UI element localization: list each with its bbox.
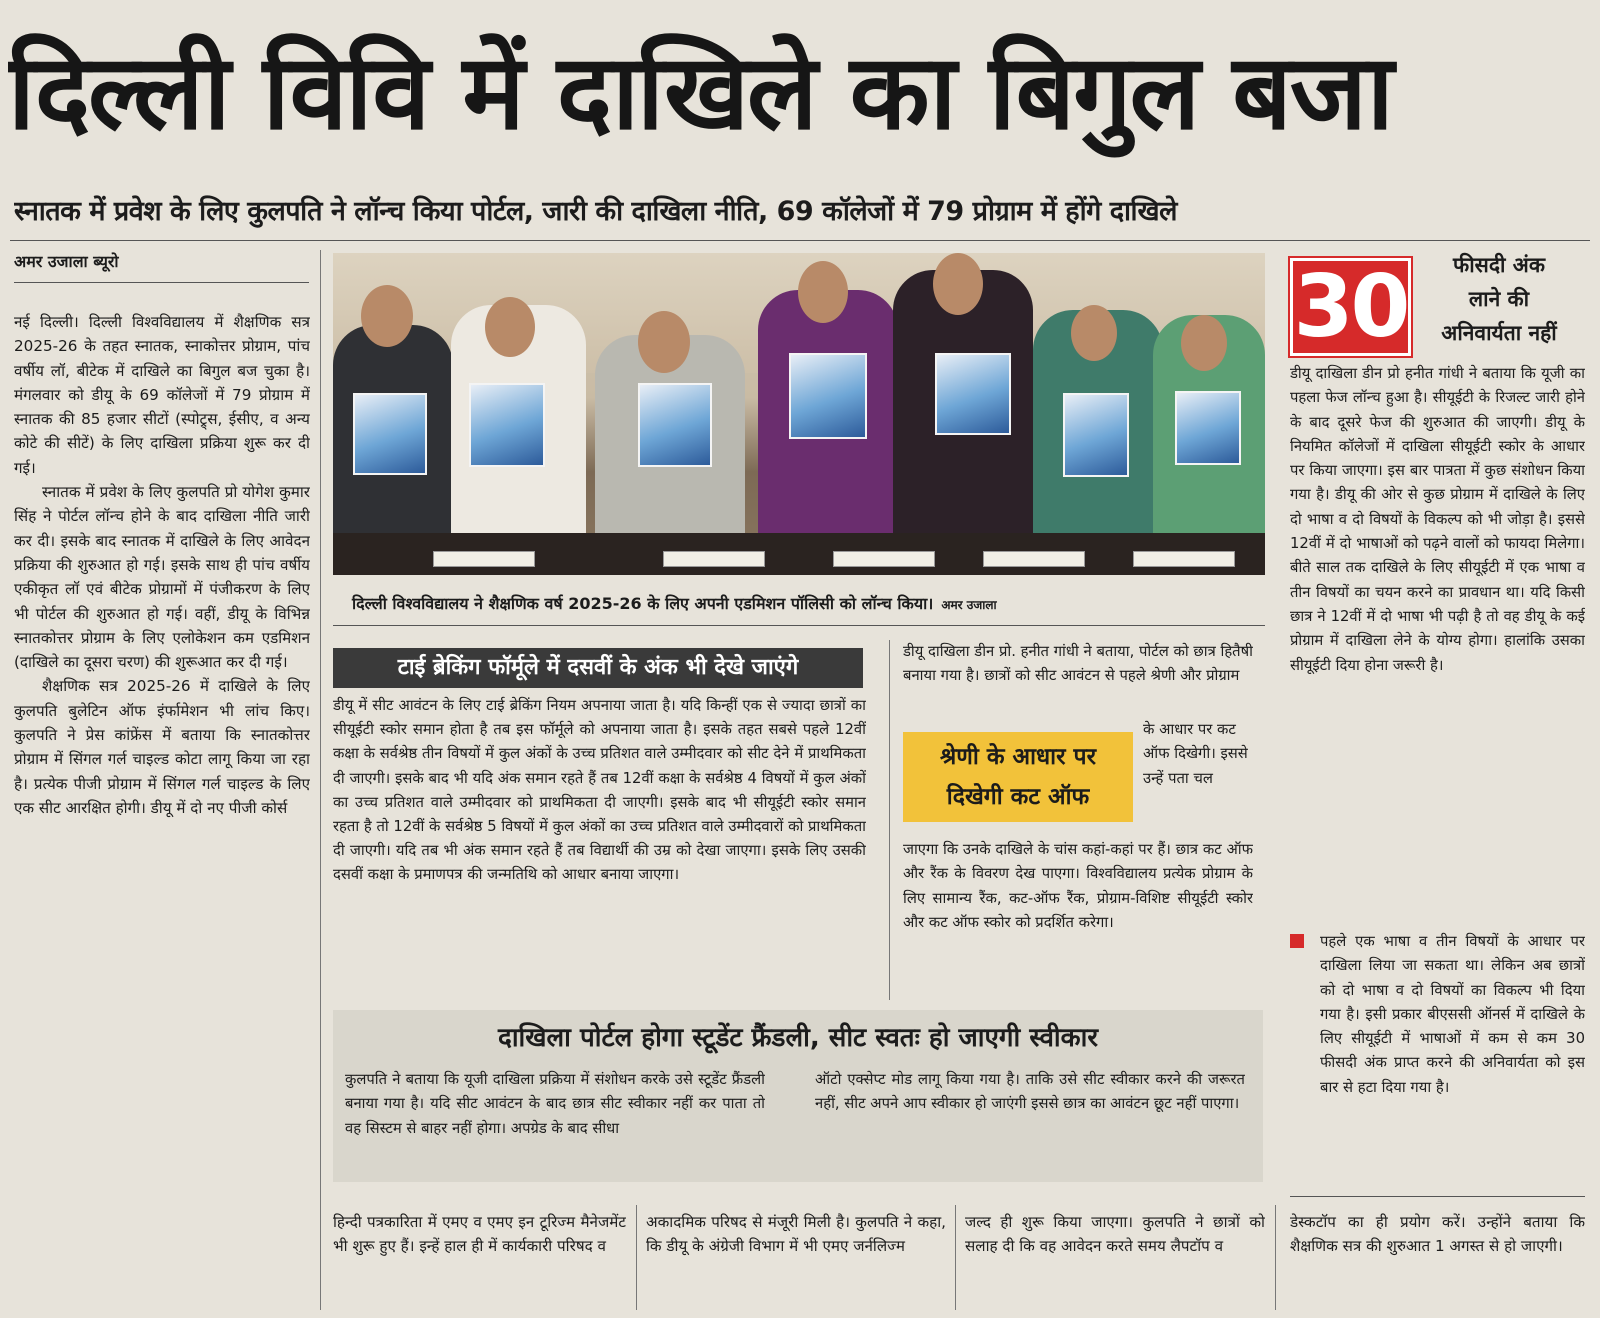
person-head <box>933 253 983 315</box>
cutoff-highlight-box <box>903 732 1133 822</box>
policy-booklet <box>353 393 427 475</box>
divider <box>14 282 309 283</box>
nameplate <box>983 551 1085 567</box>
person-head <box>1181 315 1227 371</box>
tie-break-title: टाई ब्रेकिंग फॉर्मूले में दसवीं के अंक भी देखे जाएंगे <box>333 648 863 688</box>
bullet-square-icon <box>1290 934 1304 948</box>
policy-booklet <box>1063 393 1129 477</box>
divider <box>10 240 1590 241</box>
stat-label <box>1410 248 1588 350</box>
portal-title: दाखिला पोर्टल होगा स्टूडेंट फ्रैंडली, सीट स्वतः हो जाएगी स्वीकार <box>498 1023 1098 1053</box>
bottom-col-1: हिन्दी पत्रकारिता में एमए व एमए इन टूरिज्म मैनेजमेंट भी शुरू हुए हैं। इन्हें हाल ही में कार्यकारी परिषद व <box>333 1213 626 1256</box>
caption-text: दिल्ली विश्वविद्यालय ने शैक्षणिक वर्ष 2025-26 के लिए अपनी एडमिशन पॉलिसी को लॉन्च किया। <box>352 594 934 613</box>
person-head <box>638 311 690 373</box>
divider <box>636 1205 637 1310</box>
divider <box>1275 1205 1276 1310</box>
left-column <box>14 310 310 1310</box>
stat-label-line-3: अनिवार्यता नहीं <box>1441 321 1557 345</box>
stat-label-line-2: लाने की <box>1468 287 1530 311</box>
tie-break-body: डीयू में सीट आवंटन के लिए टाई ब्रेकिंग नियम अपनाया जाता है। यदि किन्हीं एक से ज्यादा छात्रों का सीयूईटी स्कोर समान होता है तब इस फॉर्मूले को अपनाया जाता है। इसके तहत सबसे पहले 12वीं कक्षा के सर्वश्रेष्ठ तीन विषयों में कुल अंकों के उच्च प्रतिशत वाले उम्मीदवार को सीट देने में प्राथमिकता दी जाएगी। इसके बाद भी यदि अंक समान रहते हैं तब 12वीं कक्षा के सर्वश्रेष्ठ 4 विषयों में कुल अंकों का उच्च प्रतिशत वाले उम्मीदवार को प्राथमिकता दी जाएगी। इसके बाद भी सीयूईटी स्कोर समान रहता है तो 12वीं के सर्वश्रेष्ठ 5 विषयों में कुल अंकों का उच्च प्रतिशत वाले उम्मीदवारों को प्राथमिकता दी जाएगी। यदि तब भी अंक समान रहते हैं तब विद्यार्थी की उम्र को देखा जाएगा। इसके लिए उसकी दसवीं कक्षा के प्रमाणपत्र की जन्मतिथि को आधार बनाया जाएगा। <box>333 697 866 884</box>
policy-booklet <box>935 353 1011 435</box>
divider <box>1290 1196 1585 1197</box>
subheadline: स्नातक में प्रवेश के लिए कुलपति ने लॉन्च किया पोर्टल, जारी की दाखिला नीति, 69 कॉलेजों में 79 प्रोग्राम में होंगे दाखिले <box>14 196 1177 227</box>
bottom-col-3: जल्द ही शुरू किया जाएगा। कुलपति ने छात्रों को सलाह दी कि वह आवेदन करते समय लैपटॉप व <box>965 1213 1265 1256</box>
person-head <box>1071 305 1117 361</box>
bottom-col-2: अकादमिक परिषद से मंजूरी मिली है। कुलपति ने कहा, कि डीयू के अंग्रेजी विभाग में भी एमए जर्नलिज्म <box>646 1213 946 1256</box>
headline: दिल्ली विवि में दाखिले का बिगुल बजा <box>8 31 1392 153</box>
divider <box>889 640 890 1000</box>
policy-booklet <box>638 383 712 467</box>
nameplate <box>1133 551 1235 567</box>
paragraph: नई दिल्ली। दिल्ली विश्वविद्यालय में शैक्षणिक सत्र 2025-26 के तहत स्नातक, स्नाकोत्तर प्रोग्राम, पांच वर्षीय लॉ, बीटेक में दाखिले का बिगुल बज चुका है। मंगलवार को डीयू के 69 कॉलेजों में 79 प्रोग्राम में स्नातक की 85 हजार सीटों (स्पोट्र्स, ईसीए, व अन्य कोटे की सीटें) के लिए दाखिला प्रक्रिया शुरू कर दी गई। <box>14 313 310 477</box>
byline: अमर उजाला ब्यूरो <box>14 252 119 271</box>
sidebar-bullet: पहले एक भाषा व तीन विषयों के आधार पर दाखिला लिया जा सकता था। लेकिन अब छात्रों को दो भाषा व दो विषयों का विकल्प भी दिया गया है। इसी प्रकार बीएससी ऑनर्स में दाखिले के लिए सीयूईटी में भाषाओं में कम से कम 30 फीसदी अंक प्राप्त करने की अनिवार्यता को इस बार से हटा दिया गया है। <box>1320 933 1585 1096</box>
cutoff-bottom: जाएगा कि उनके दाखिले के चांस कहां-कहां पर हैं। छात्र कट ऑफ और रैंक के विवरण देख पाएगा। विश्वविद्यालय प्रत्येक प्रोग्राम के लिए सामान्य रैंक, कट-ऑफ रैंक, प्रोग्राम-विशिष्ट सीयूईटी स्कोर और कट ऑफ स्कोर को प्रदर्शित करेगा। <box>903 841 1253 931</box>
person-head <box>485 297 535 357</box>
person-head <box>361 285 413 347</box>
photo-credit: अमर उजाला <box>941 598 997 612</box>
table <box>333 533 1265 575</box>
divider <box>955 1205 956 1310</box>
divider <box>333 625 1265 626</box>
cutoff-top: डीयू दाखिला डीन प्रो. हनीत गांधी ने बताया, पोर्टल को छात्र हितैषी बनाया गया है। छात्रों को सीट आवंटन से पहले श्रेणी और प्रोग्राम <box>903 643 1253 685</box>
policy-booklet <box>469 383 545 467</box>
policy-booklet <box>789 353 867 439</box>
divider <box>320 250 321 1310</box>
news-photo <box>333 253 1265 575</box>
cutoff-side: के आधार पर कट ऑफ दिखेगी। इससे उन्हें पता चल <box>1143 721 1248 787</box>
stat-label-line-1: फीसदी अंक <box>1453 253 1545 277</box>
cutoff-box-line-1: श्रेणी के आधार पर <box>939 744 1097 770</box>
portal-col-2: ऑटो एक्सेप्ट मोड लागू किया गया है। ताकि उसे सीट स्वीकार करने की जरूरत नहीं, सीट अपने आप स्वीकार हो जाएंगी इससे छात्र का आवंटन छूट नहीं पाएगा। <box>815 1071 1245 1113</box>
paragraph: शैक्षणिक सत्र 2025-26 में दाखिले के लिए कुलपति बुलेटिन ऑफ इंर्फामेशन भी लांच किए। कुलपति ने प्रेस कांफ्रेंस में बताया कि स्नातकोत्तर प्रोग्राम में सिंगल गर्ल चाइल्ड कोटा लागू किया जा रहा है। प्रत्येक पीजी प्रोग्राम में सिंगल गर्ल चाइल्ड के लिए एक सीट आरक्षित होगी। डीयू में दो नए पीजी कोर्स <box>14 677 310 817</box>
nameplate <box>433 551 535 567</box>
nameplate <box>663 551 765 567</box>
photo-caption <box>352 592 1252 617</box>
nameplate <box>833 551 935 567</box>
bottom-col-4: डेस्कटॉप का ही प्रयोग करें। उन्होंने बताया कि शैक्षणिक सत्र की शुरुआत 1 अगस्त से हो जाएगी। <box>1290 1213 1585 1256</box>
portal-col-1: कुलपति ने बताया कि यूजी दाखिला प्रक्रिया में संशोधन करके उसे स्टूडेंट फ्रैंडली बनाया गया है। यदि सीट आवंटन के बाद छात्र सीट स्वीकार नहीं कर पाता तो वह सिस्टम से बाहर नहीं होगा। अपग्रेड के बाद सीधा <box>345 1071 765 1137</box>
paragraph: स्नातक में प्रवेश के लिए कुलपति प्रो योगेश कुमार सिंह ने पोर्टल लॉन्च होने के बाद दाखिला नीति जारी कर दी। इसके बाद स्नातक में दाखिले के लिए आवेदन प्रक्रिया की शुरुआत हो गई। इसके साथ ही पांच वर्षीय एकीकृत लॉ एवं बीटेक प्रोग्रामों में पंजीकरण के लिए भी पोर्टल की शुरुआत हो गई। वहीं, डीयू के विभिन्न स्नातकोत्तर प्रोग्राम के लिए एलोकेशन कम एडमिशन (दाखिले का दूसरा चरण) की शुरूआत कर दी गई। <box>14 483 310 672</box>
sidebar-body: डीयू दाखिला डीन प्रो हनीत गांधी ने बताया कि यूजी का पहला फेज लॉन्च हुआ है। सीयूईटी के रिजल्ट जारी होने के बाद दूसरे फेज की शुरुआत की जाएगी। डीयू के नियमित कॉलेजों में दाखिला सीयूईटी स्कोर के आधार पर किया जाएगा। इस बार पात्रता में कुछ संशोधन किया गया है। डीयू की ओर से कुछ प्रोग्राम में दाखिले के लिए दो भाषा व दो विषयों के विकल्प को भी जोड़ा है। इससे 12वीं में दो भाषाओं को पढ़ने वालों को फायदा मिलेगा। बीते साल तक दाखिले के लिए सीयूईटी में एक भाषा व तीन विषयों का चयन करने का प्रावधान था। यदि किसी छात्र ने 12वीं में दो भाषा भी पढ़ी है तो वह डीयू के कई प्रोग्राम में दाखिला लेने के योग्य होगा। हालांकि उसका सीयूईटी दिया होना जरूरी है। <box>1290 365 1585 674</box>
stat-number: 30 <box>1290 258 1411 356</box>
cutoff-box-line-2: दिखेगी कट ऑफ <box>946 784 1090 810</box>
policy-booklet <box>1175 391 1241 465</box>
person-head <box>798 261 848 323</box>
